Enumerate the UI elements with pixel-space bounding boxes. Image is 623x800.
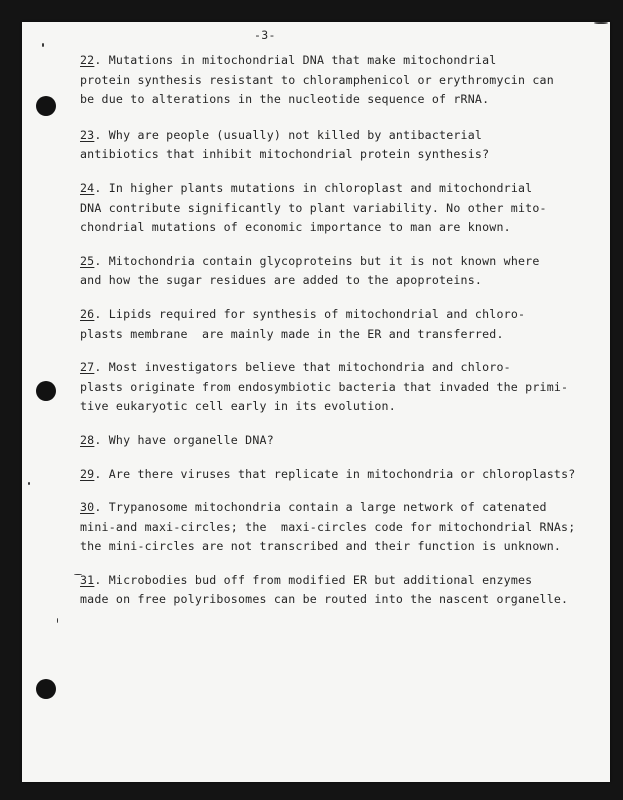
item-text: . In higher plants mutations in chloroplast and mitochondrial [94,180,533,195]
margin-mark [28,482,30,485]
item-text: . Mutations in mitochondrial DNA that make mitochondrial [94,53,497,67]
item-number: 22 [80,53,95,67]
item-text: . Most investigators believe that mitochondria and chloro- [94,360,511,375]
item-text: . Mitochondria contain glycoproteins but it is not known where [94,253,540,268]
item-text: tive eukaryotic cell early in its evolution. [80,399,396,414]
item-number: 30 [80,500,95,515]
item-number: 31 [80,572,95,587]
punch-hole-middle [36,381,56,401]
item-number: 24 [80,180,95,195]
item-text: and how the sugar residues are added to the apoproteins. [80,273,483,288]
item-text: . Microbodies bud off from modified ER but additional enzymes [94,572,533,587]
list-item [80,498,620,557]
margin-mark [594,22,608,24]
item-text: plasts originate from endosymbiotic bacteria that invaded the primi- [80,379,569,394]
item-text: chondrial mutations of economic importance to man are known. [80,220,511,235]
item-text: DNA contribute significantly to plant variability. No other mito- [80,200,547,215]
punch-hole-bottom [36,679,56,699]
list-item [80,252,620,291]
item-number: 26 [80,306,95,321]
item-text: . Trypanosome mitochondria contain a large network of catenated [94,500,547,515]
margin-mark [57,618,58,623]
item-number: 25 [80,253,95,268]
item-text: mini-and maxi-circles; the maxi-circles code for mitochondrial RNAs; [80,519,576,534]
item-text: . Why are people (usually) not killed by antibacterial [94,127,483,142]
document-page [22,22,610,782]
list-item [80,126,620,165]
item-number: 27 [80,360,95,375]
item-text: antibiotics that inhibit mitochondrial protein synthesis? [80,147,490,162]
list-item [80,571,620,610]
item-text: . Are there viruses that replicate in mitochondria or chloroplasts? [94,466,576,481]
item-text: plasts membrane are mainly made in the ER and transferred. [80,326,504,341]
item-text: . Lipids required for synthesis of mitochondrial and chloro- [94,306,526,321]
item-text: . Why have organelle DNA? [94,432,274,447]
list-item [80,465,620,485]
list-item [80,305,620,344]
list-item [80,431,620,451]
margin-mark [42,43,44,47]
item-number: 29 [80,466,95,481]
item-text: the mini-circles are not transcribed and their function is unknown. [80,539,562,554]
page-number: -3- [254,28,276,42]
list-item [80,179,620,238]
item-number: 28 [80,432,95,447]
punch-hole-top [36,96,56,116]
list-item [80,51,620,110]
document-body [80,51,620,610]
item-number: 23 [80,127,95,142]
item-text: be due to alterations in the nucleotide sequence of rRNA. [80,92,490,107]
list-item [80,358,620,417]
item-text: protein synthesis resistant to chloramphenicol or erythromycin can [80,72,554,87]
item-text: made on free polyribosomes can be routed into the nascent organelle. [80,592,569,607]
